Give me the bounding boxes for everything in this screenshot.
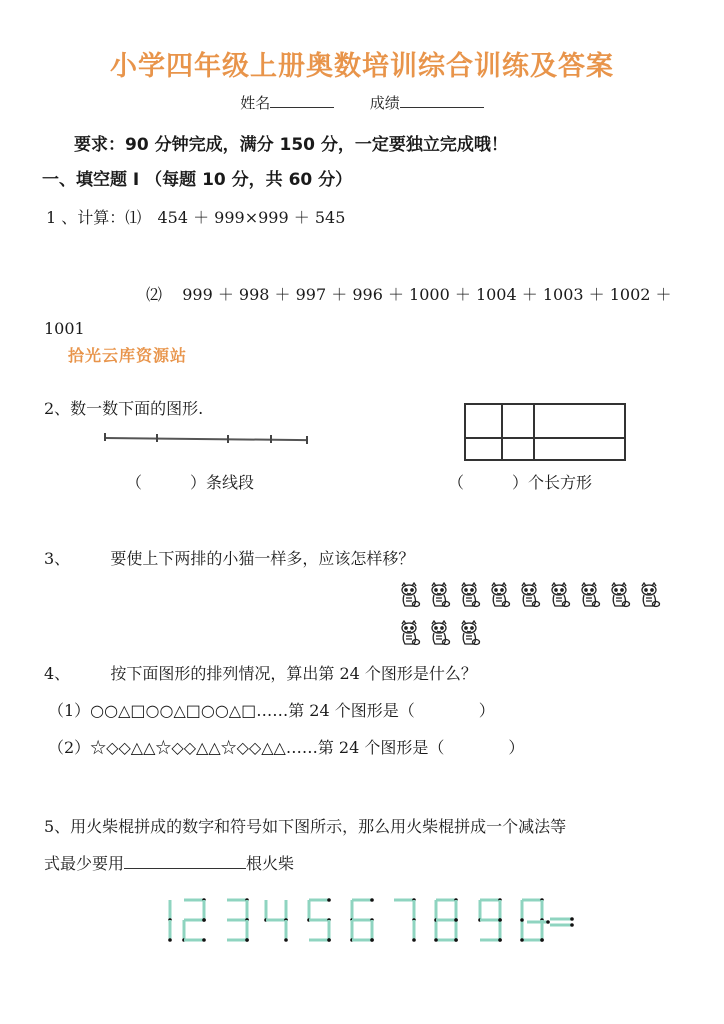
q1-part1 [46,205,345,228]
kitten-icon [427,620,451,646]
kitten-icon [487,582,511,608]
q5-prompt-line2 [44,851,294,874]
q1-part2-label: ⑵ [146,285,163,304]
name-score-line [0,92,724,113]
kitten-icon [457,620,481,646]
rectangles-figure [464,403,626,461]
q2-prompt: 2、数一数下面的图形. [44,399,204,418]
segment-line [105,437,307,441]
kitten-icon [607,582,631,608]
q4-prompt-line [44,661,477,684]
kitten-icon [397,620,421,646]
q5-prompt-end: 根火柴 [246,854,295,873]
q5-prompt-line1: 5、用火柴棍拼成的数字和符号如下图所示，那么用火柴棍拼成一个减法等 [44,817,567,836]
q4-number: 4、 [44,664,71,683]
score-label: 成绩 [369,94,400,112]
kitten-icon [577,582,601,608]
watermark-text: 拾光云库资源站 [68,346,188,365]
segment-tick [156,434,158,442]
kitten-icon [637,582,661,608]
q1-part1-expression: 454 ＋ 999×999 ＋ 545 [157,208,346,227]
name-label: 姓名 [240,94,271,112]
rect-divider-horizontal [466,437,624,439]
rect-divider-vertical [533,405,535,459]
matchstick-digits-figure [160,898,580,948]
q1-part2-expression: 999 ＋ 998 ＋ 997 ＋ 996 ＋ 1000 ＋ 1004 ＋ 1003 ＋ 1002 ＋ [182,285,672,304]
requirement-text: 要求：90 分钟完成，满分 150 分，一定要独立完成哦！ [74,135,508,155]
q3-prompt: 要使上下两排的小猫一样多，应该怎样移？ [110,549,415,568]
q3-prompt-line [44,546,414,569]
segment-tick [270,435,272,443]
q5-answer-blank [124,853,246,869]
q1-part2 [146,282,672,305]
q1-part2-continuation: 1001 [44,319,85,338]
segment-tick [306,436,308,444]
document-title: 小学四年级上册奥数培训综合训练及答案 [110,51,614,82]
kitten-icon [517,582,541,608]
section-heading: 一、填空题 I （每题 10 分，共 60 分） [42,170,353,190]
segment-tick [227,435,229,443]
kitten-icon [547,582,571,608]
name-blank [270,94,334,108]
segment-tick [104,433,106,441]
score-blank [400,94,484,108]
q2-rectangles-answer: （ ）个长方形 [448,473,593,492]
q3-number: 3、 [44,549,71,568]
kitten-icon [457,582,481,608]
q1-label: 1 、计算：⑴ [46,208,142,227]
q4-prompt: 按下面图形的排列情况，算出第 24 个图形是什么？ [110,664,477,683]
q5-prompt-start: 式最少要用 [44,854,125,873]
q4-part1: （1）○○△□○○△□○○△□……第 24 个图形是（ ） [48,701,495,720]
kitten-icon [397,582,421,608]
kitten-icon [427,582,451,608]
q2-segments-answer: （ ）条线段 [126,473,255,492]
q4-part2: （2）☆◇◇△△☆◇◇△△☆◇◇△△……第 24 个图形是（ ） [48,738,525,757]
rect-divider-vertical [501,405,503,459]
